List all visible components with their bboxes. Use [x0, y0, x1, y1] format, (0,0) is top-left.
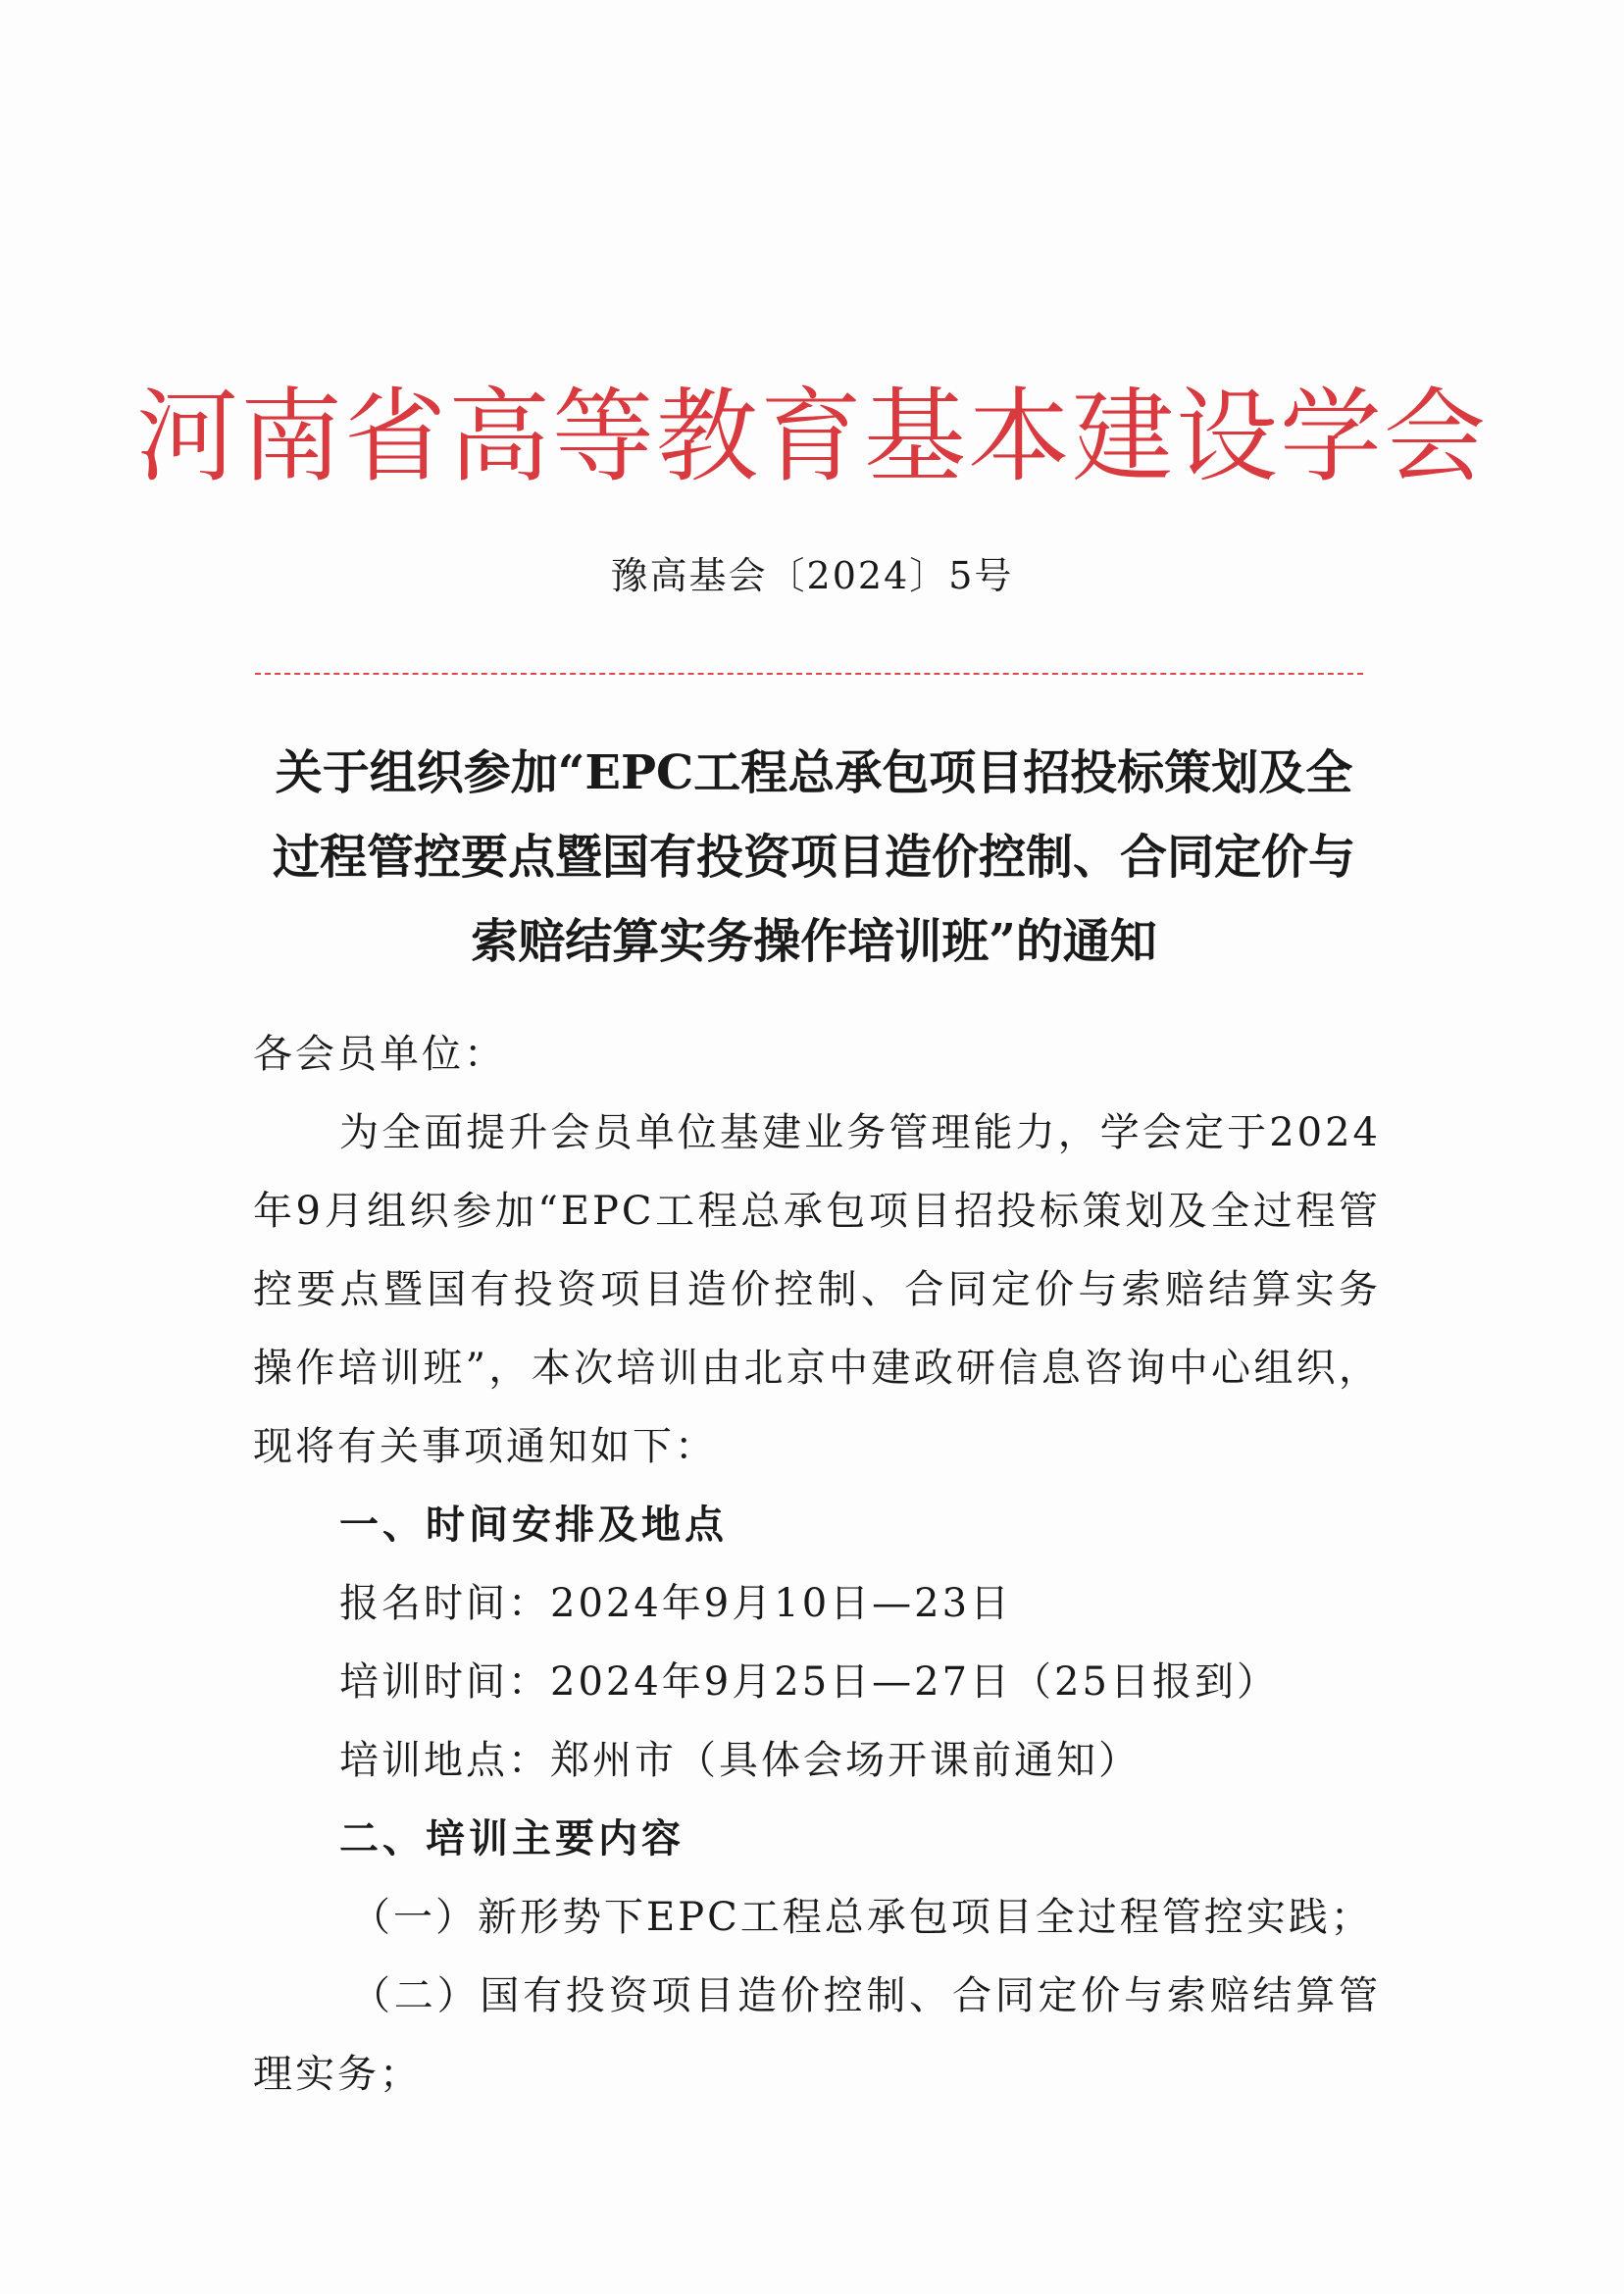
notice-body [253, 1015, 1381, 2114]
section-heading-schedule: 一、时间安排及地点 [339, 1502, 728, 1548]
training-location: 培训地点：郑州市（具体会场开课前通知） [339, 1738, 1141, 1783]
content-item-1: （一）新形势下EPC工程总承包项目全过程管控实践； [351, 1895, 1373, 1940]
intro-paragraph: 为全面提升会员单位基建业务管理能力，学会定于2024年9月组织参加“EPC工程总承包项目招投标策划及全过程管控要点暨国有投资项目造价控制、合同定价与索赔结算实务操作培训班”，本次培训由北京中建政研信息咨询中心组织，现将有关事项通知如下： [253, 1110, 1381, 1469]
organization-header: 河南省高等教育基本建设学会 [135, 377, 1488, 496]
salutation: 各会员单位： [253, 1032, 506, 1077]
section-heading-content: 二、培训主要内容 [339, 1815, 685, 1861]
document-number: 豫高基会〔2024〕5号 [610, 554, 1014, 597]
registration-time: 报名时间：2024年9月10日—23日 [339, 1581, 1013, 1626]
title-line-3: 索赔结算实务操作培训班”的通知 [471, 914, 1157, 969]
notice-title [235, 731, 1393, 984]
title-line-2: 过程管控要点暨国有投资项目造价控制、合同定价与 [272, 830, 1355, 885]
training-time: 培训时间：2024年9月25日—27日（25日报到） [339, 1659, 1279, 1705]
red-divider-line [255, 673, 1363, 675]
content-item-2: （二）国有投资项目造价控制、合同定价与索赔结算管理实务； [253, 1973, 1381, 2097]
title-line-1: 关于组织参加“EPC工程总承包项目招投标策划及全 [275, 745, 1353, 800]
